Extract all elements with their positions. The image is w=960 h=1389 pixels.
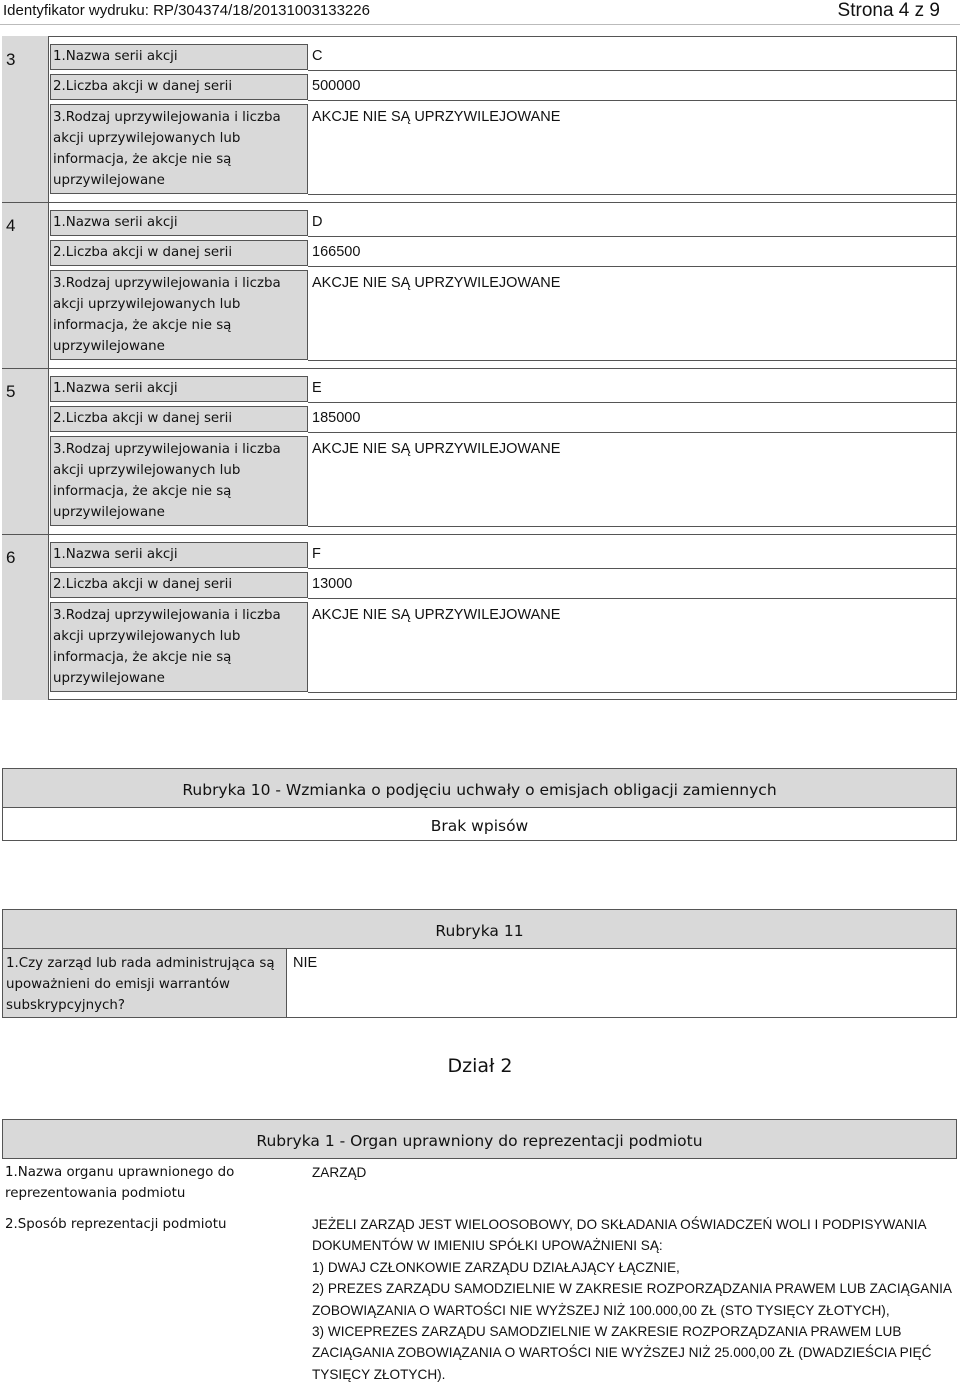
series-count-value: 185000 (312, 410, 361, 426)
value-underline (308, 266, 957, 267)
series-separator (2, 368, 957, 369)
value-underline (308, 526, 957, 527)
page-number: Strona 4 z 9 (837, 0, 940, 21)
value-underline (308, 568, 957, 569)
series-pref-value: AKCJE NIE SĄ UPRZYWILEJOWANE (312, 275, 561, 291)
series-separator (2, 534, 957, 535)
series-number: 3 (6, 50, 16, 69)
value-underline (308, 432, 957, 433)
series-name-label: 1.Nazwa serii akcji (53, 215, 178, 230)
series-pref-value: AKCJE NIE SĄ UPRZYWILEJOWANE (312, 607, 561, 623)
series-count-label: 2.Liczba akcji w danej serii (53, 577, 233, 592)
rubryka10-header (2, 768, 957, 808)
series-count-label: 2.Liczba akcji w danej serii (53, 411, 233, 426)
rubryka10-title: Rubryka 10 - Wzmianka o podjęciu uchwały o emisjach obligacji zamiennych (182, 781, 777, 799)
method-line: 1) DWAJ CZŁONKOWIE ZARZĄDU DZIAŁAJĄCY ŁĄCZNIE, (312, 1259, 680, 1275)
series-pref-label: 3.Rodzaj uprzywilejowania i liczba akcji uprzywilejowanych lub informacja, że akcje nie są uprzywilejowane (53, 608, 281, 686)
value-underline (308, 360, 957, 361)
rubryka11-answer: NIE (293, 955, 318, 971)
rubryka11-question: 1.Czy zarząd lub rada administrująca są upoważnieni do emisji warrantów subskrypcyjnych? (6, 956, 275, 1013)
series-name-value: E (312, 380, 322, 396)
rubryka10-body (2, 807, 957, 841)
method-line: TYSIĘCY ZŁOTYCH). (312, 1366, 446, 1382)
series-pref-value: AKCJE NIE SĄ UPRZYWILEJOWANE (312, 109, 561, 125)
series-name-label: 1.Nazwa serii akcji (53, 381, 178, 396)
series-pref-label: 3.Rodzaj uprzywilejowania i liczba akcji uprzywilejowanych lub informacja, że akcje nie są uprzywilejowane (53, 110, 281, 188)
series-name-label: 1.Nazwa serii akcji (53, 49, 178, 64)
organ-value: ZARZĄD (312, 1165, 367, 1180)
organ-label: 1.Nazwa organu uprawnionego do reprezentowania podmiotu (5, 1165, 235, 1201)
series-count-value: 13000 (312, 576, 353, 592)
series-name-value: F (312, 546, 321, 562)
value-underline (308, 402, 957, 403)
series-number: 6 (6, 548, 16, 567)
rubryka11-answer-cell (286, 948, 957, 1018)
series-name-value: D (312, 214, 323, 230)
method-line: JEŻELI ZARZĄD JEST WIELOOSOBOWY, DO SKŁADANIA OŚWIADCZEŃ WOLI I PODPISYWANIA (312, 1217, 927, 1232)
series-count-label: 2.Liczba akcji w danej serii (53, 245, 233, 260)
series-pref-label: 3.Rodzaj uprzywilejowania i liczba akcji uprzywilejowanych lub informacja, że akcje nie są uprzywilejowane (53, 276, 281, 354)
rubryka11-header (2, 909, 957, 949)
method-line: DOKUMENTÓW W IMIENIU SPÓŁKI UPOWAŻNIENI SĄ: (312, 1238, 663, 1254)
method-line: 3) WICEPREZES ZARZĄDU SAMODZIELNIE W ZAKRESIE ROZPORZĄDZANIA PRAWEM LUB (312, 1324, 902, 1339)
rubryka1-header (2, 1119, 957, 1159)
value-underline (308, 194, 957, 195)
rubryka11-question-cell (2, 948, 287, 1018)
series-separator (2, 202, 957, 203)
print-identifier: Identyfikator wydruku: RP/304374/18/20131003133226 (3, 2, 370, 19)
series-number: 5 (6, 382, 16, 401)
series-name-label: 1.Nazwa serii akcji (53, 547, 178, 562)
section-title: Dział 2 (447, 1055, 513, 1077)
series-pref-value: AKCJE NIE SĄ UPRZYWILEJOWANE (312, 441, 561, 457)
value-underline (308, 236, 957, 237)
value-underline (308, 70, 957, 71)
value-underline (308, 598, 957, 599)
header-divider (0, 24, 960, 25)
series-count-value: 166500 (312, 244, 361, 260)
series-pref-label: 3.Rodzaj uprzywilejowania i liczba akcji uprzywilejowanych lub informacja, że akcje nie są uprzywilejowane (53, 442, 281, 520)
method-label: 2.Sposób reprezentacji podmiotu (5, 1217, 227, 1232)
rubryka10-empty: Brak wpisów (430, 817, 529, 835)
method-line: ZACIĄGANIA ZOBOWIĄZANIA O WARTOŚCI NIE WYŻSZEJ NIŻ 25.000,00 ZŁ (DWADZIEŚCIA PIĘĆ (312, 1345, 932, 1361)
method-line: 2) PREZES ZARZĄDU SAMODZIELNIE W ZAKRESIE ROZPORZĄDZANIA PRAWEM LUB ZACIĄGANIA (312, 1281, 953, 1297)
method-line: ZOBOWIĄZANIA O WARTOŚCI NIE WYŻSZEJ NIŻ 100.000,00 ZŁ (STO TYSIĘCY ZŁOTYCH), (312, 1302, 890, 1318)
value-underline (308, 692, 957, 693)
series-count-label: 2.Liczba akcji w danej serii (53, 79, 233, 94)
series-count-value: 500000 (312, 78, 361, 94)
value-underline (308, 100, 957, 101)
series-name-value: C (312, 48, 323, 64)
rubryka11-title: Rubryka 11 (435, 922, 524, 940)
rubryka1-title: Rubryka 1 - Organ uprawniony do reprezentacji podmiotu (256, 1132, 703, 1150)
series-number: 4 (6, 216, 16, 235)
